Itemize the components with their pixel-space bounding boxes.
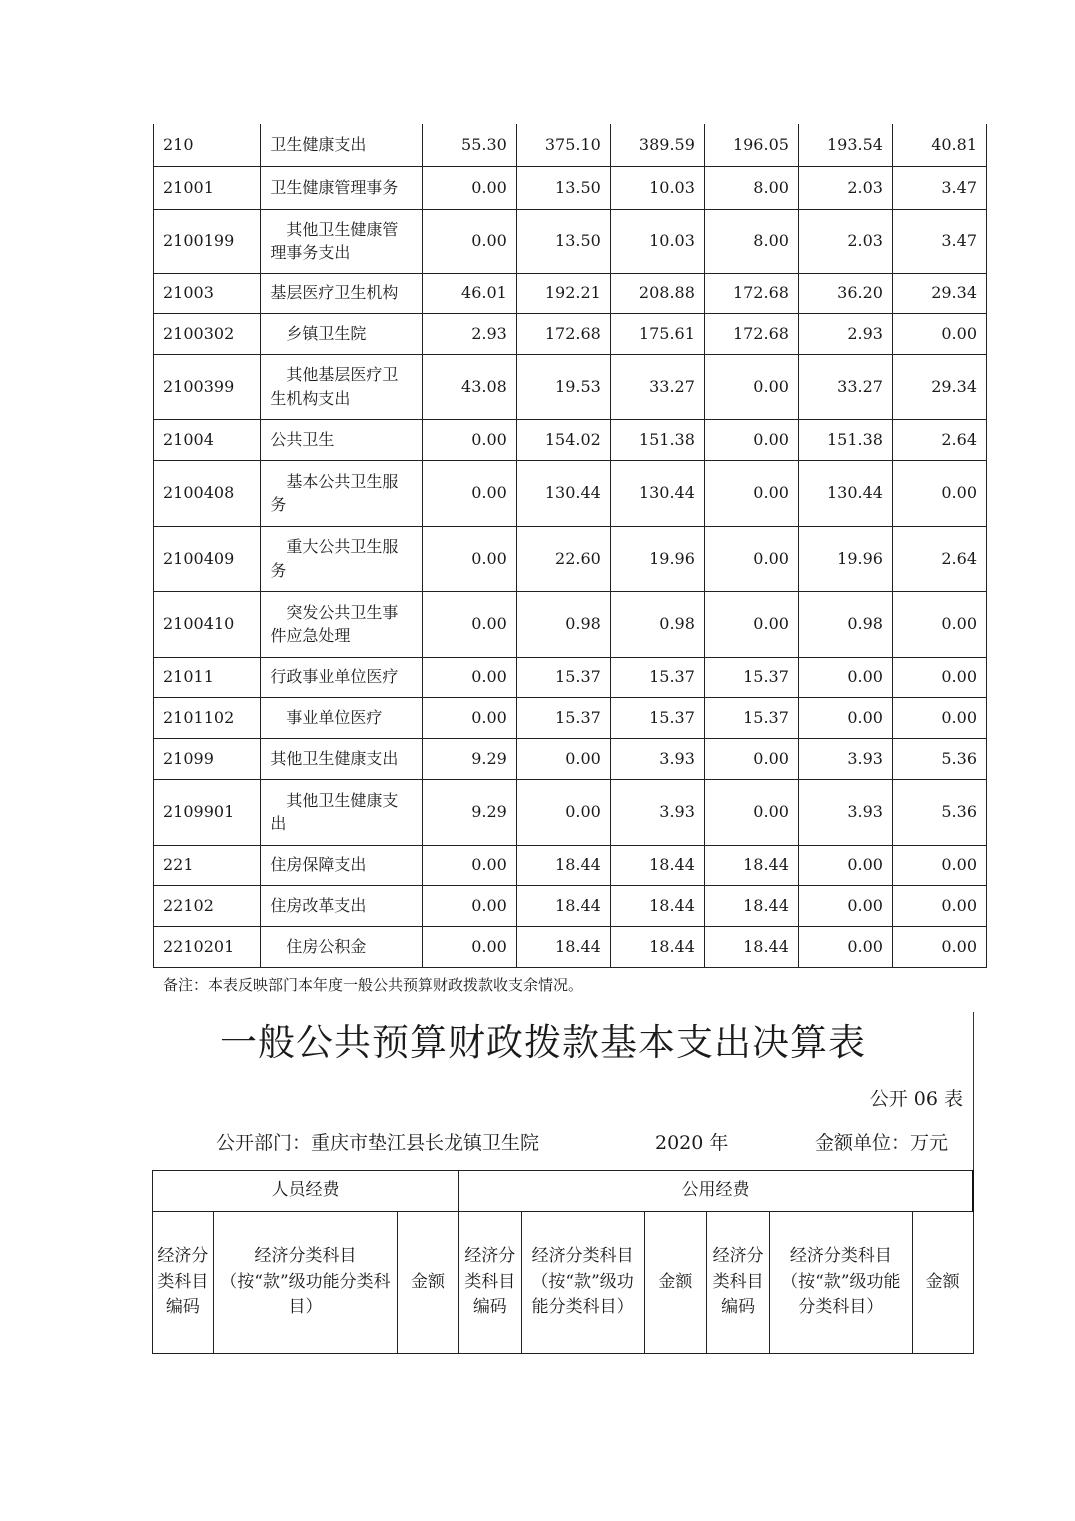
year-label: 2020 年	[655, 1132, 729, 1154]
amount-cell: 0.00	[892, 313, 986, 354]
amount-cell: 19.96	[798, 526, 892, 591]
subject-name-cell: 其他卫生健康支出	[261, 738, 422, 779]
subject-name-cell: 突发公共卫生事件应急处理	[261, 591, 422, 657]
subject-code-cell: 21001	[154, 166, 261, 209]
amount-cell: 2.93	[422, 313, 516, 354]
amount-cell: 18.44	[704, 926, 798, 967]
amount-cell: 0.00	[704, 419, 798, 460]
table-row	[154, 209, 987, 273]
amount-cell: 0.00	[798, 697, 892, 738]
amount-cell: 2.64	[892, 419, 986, 460]
amount-cell: 29.34	[892, 273, 986, 313]
subject-name-cell: 行政事业单位医疗	[261, 657, 422, 697]
amount-cell: 13.50	[516, 166, 610, 209]
amount-cell: 2.03	[798, 209, 892, 273]
amount-cell: 19.96	[610, 526, 704, 591]
amount-cell: 175.61	[610, 313, 704, 354]
amount-cell: 3.93	[610, 738, 704, 779]
subject-code-cell: 2100410	[154, 591, 261, 657]
amount-cell: 18.44	[516, 885, 610, 926]
amount-cell: 130.44	[610, 460, 704, 526]
subject-code-cell: 2109901	[154, 779, 261, 845]
amount-cell: 18.44	[516, 926, 610, 967]
amount-cell: 0.00	[422, 209, 516, 273]
amount-cell: 0.00	[798, 845, 892, 885]
amount-cell: 13.50	[516, 209, 610, 273]
amount-cell: 5.36	[892, 738, 986, 779]
table-row	[154, 166, 987, 209]
amount-cell: 0.00	[422, 526, 516, 591]
amount-cell: 8.00	[704, 209, 798, 273]
subject-code-cell: 21003	[154, 273, 261, 313]
amount-cell: 0.00	[516, 738, 610, 779]
column-header-name: 经济分类科目（按“款”级功能分类科目）	[770, 1212, 913, 1354]
table-row	[154, 885, 987, 926]
amount-cell: 208.88	[610, 273, 704, 313]
table-row	[154, 926, 987, 967]
unit-label: 金额单位：万元	[815, 1132, 949, 1154]
subject-code-cell: 22102	[154, 885, 261, 926]
subject-name-cell: 其他基层医疗卫生机构支出	[261, 354, 422, 419]
subject-code-cell: 2101102	[154, 697, 261, 738]
amount-cell: 8.00	[704, 166, 798, 209]
amount-cell: 46.01	[422, 273, 516, 313]
amount-cell: 19.53	[516, 354, 610, 419]
group-header-public: 公用经费	[458, 1171, 973, 1212]
page-title: 一般公共预算财政拨款基本支出决算表	[220, 1021, 866, 1064]
department-label: 公开部门：重庆市垫江县长龙镇卫生院	[216, 1132, 540, 1154]
amount-cell: 0.00	[422, 419, 516, 460]
table-row	[154, 657, 987, 697]
amount-cell: 5.36	[892, 779, 986, 845]
amount-cell: 0.00	[892, 657, 986, 697]
amount-cell: 0.00	[892, 885, 986, 926]
table-note: 备注：本表反映部门本年度一般公共预算财政拨款收支余情况。	[163, 976, 584, 994]
amount-cell: 29.34	[892, 354, 986, 419]
amount-cell: 0.00	[798, 657, 892, 697]
subject-code-cell: 2100302	[154, 313, 261, 354]
subject-name-cell: 公共卫生	[261, 419, 422, 460]
amount-cell: 0.00	[892, 460, 986, 526]
amount-cell: 154.02	[516, 419, 610, 460]
column-header-name: 经济分类科目（按“款”级功能分类科目）	[213, 1212, 397, 1354]
amount-cell: 172.68	[516, 313, 610, 354]
amount-cell: 33.27	[610, 354, 704, 419]
amount-cell: 196.05	[704, 124, 798, 166]
subject-code-cell: 21011	[154, 657, 261, 697]
amount-cell: 10.03	[610, 209, 704, 273]
column-header-name: 经济分类科目（按“款”级功能分类科目）	[521, 1212, 644, 1354]
subject-name-cell: 基本公共卫生服务	[261, 460, 422, 526]
subject-code-cell: 2100409	[154, 526, 261, 591]
subject-code-cell: 2100199	[154, 209, 261, 273]
table-row	[154, 124, 987, 166]
table-row	[154, 354, 987, 419]
table-row	[154, 460, 987, 526]
amount-cell: 0.00	[892, 845, 986, 885]
amount-cell: 0.00	[422, 845, 516, 885]
subject-name-cell: 其他卫生健康管理事务支出	[261, 209, 422, 273]
amount-cell: 3.93	[798, 779, 892, 845]
amount-cell: 0.00	[422, 697, 516, 738]
subject-name-cell: 卫生健康管理事务	[261, 166, 422, 209]
amount-cell: 36.20	[798, 273, 892, 313]
amount-cell: 0.00	[798, 926, 892, 967]
subject-code-cell: 21004	[154, 419, 261, 460]
subject-code-cell: 210	[154, 124, 261, 166]
subject-name-cell: 乡镇卫生院	[261, 313, 422, 354]
amount-cell: 3.47	[892, 209, 986, 273]
column-header-code: 经济分类科目编码	[707, 1212, 770, 1354]
column-header-amount: 金额	[912, 1212, 973, 1354]
amount-cell: 15.37	[516, 697, 610, 738]
amount-cell: 130.44	[798, 460, 892, 526]
table-row	[154, 419, 987, 460]
amount-cell: 15.37	[610, 657, 704, 697]
amount-cell: 2.93	[798, 313, 892, 354]
amount-cell: 18.44	[704, 845, 798, 885]
amount-cell: 2.64	[892, 526, 986, 591]
amount-cell: 15.37	[610, 697, 704, 738]
subject-name-cell: 住房改革支出	[261, 885, 422, 926]
amount-cell: 0.98	[516, 591, 610, 657]
amount-cell: 2.03	[798, 166, 892, 209]
amount-cell: 151.38	[610, 419, 704, 460]
amount-cell: 0.00	[704, 526, 798, 591]
amount-cell: 172.68	[704, 273, 798, 313]
amount-cell: 0.00	[704, 738, 798, 779]
amount-cell: 0.00	[422, 591, 516, 657]
column-header-amount: 金额	[644, 1212, 707, 1354]
border-line	[973, 1012, 974, 1170]
amount-cell: 18.44	[610, 845, 704, 885]
table-row	[154, 591, 987, 657]
table-row	[154, 313, 987, 354]
amount-cell: 22.60	[516, 526, 610, 591]
amount-cell: 10.03	[610, 166, 704, 209]
subject-name-cell: 住房公积金	[261, 926, 422, 967]
amount-cell: 192.21	[516, 273, 610, 313]
amount-cell: 0.00	[422, 657, 516, 697]
amount-cell: 0.00	[798, 885, 892, 926]
subject-code-cell: 2100408	[154, 460, 261, 526]
table-row	[154, 273, 987, 313]
amount-cell: 0.00	[704, 460, 798, 526]
table-row	[154, 526, 987, 591]
table-number: 公开 06 表	[869, 1088, 963, 1110]
subject-code-cell: 2210201	[154, 926, 261, 967]
amount-cell: 0.00	[892, 697, 986, 738]
subject-name-cell: 其他卫生健康支出	[261, 779, 422, 845]
amount-cell: 9.29	[422, 779, 516, 845]
amount-cell: 0.00	[704, 779, 798, 845]
table-row	[154, 779, 987, 845]
column-header-code: 经济分类科目编码	[458, 1212, 521, 1354]
amount-cell: 151.38	[798, 419, 892, 460]
amount-cell: 18.44	[704, 885, 798, 926]
amount-cell: 0.00	[422, 885, 516, 926]
amount-cell: 193.54	[798, 124, 892, 166]
table-row	[154, 738, 987, 779]
subject-name-cell: 卫生健康支出	[261, 124, 422, 166]
column-header-code: 经济分类科目编码	[153, 1212, 214, 1354]
amount-cell: 3.93	[798, 738, 892, 779]
amount-cell: 130.44	[516, 460, 610, 526]
amount-cell: 0.00	[892, 591, 986, 657]
amount-cell: 0.98	[798, 591, 892, 657]
amount-cell: 55.30	[422, 124, 516, 166]
basic-expenditure-table	[152, 1170, 974, 1354]
amount-cell: 172.68	[704, 313, 798, 354]
amount-cell: 18.44	[610, 885, 704, 926]
amount-cell: 0.98	[610, 591, 704, 657]
subject-code-cell: 221	[154, 845, 261, 885]
amount-cell: 9.29	[422, 738, 516, 779]
amount-cell: 0.00	[422, 926, 516, 967]
amount-cell: 0.00	[704, 354, 798, 419]
subject-name-cell: 重大公共卫生服务	[261, 526, 422, 591]
amount-cell: 18.44	[516, 845, 610, 885]
table-row	[154, 697, 987, 738]
subject-code-cell: 21099	[154, 738, 261, 779]
amount-cell: 15.37	[704, 657, 798, 697]
amount-cell: 15.37	[704, 697, 798, 738]
amount-cell: 0.00	[704, 591, 798, 657]
amount-cell: 0.00	[892, 926, 986, 967]
amount-cell: 375.10	[516, 124, 610, 166]
amount-cell: 389.59	[610, 124, 704, 166]
group-header-personnel: 人员经费	[153, 1171, 459, 1212]
amount-cell: 3.93	[610, 779, 704, 845]
amount-cell: 33.27	[798, 354, 892, 419]
subject-name-cell: 住房保障支出	[261, 845, 422, 885]
amount-cell: 40.81	[892, 124, 986, 166]
expenditure-table	[153, 124, 987, 968]
amount-cell: 43.08	[422, 354, 516, 419]
amount-cell: 0.00	[516, 779, 610, 845]
amount-cell: 0.00	[422, 460, 516, 526]
table-row	[154, 845, 987, 885]
amount-cell: 18.44	[610, 926, 704, 967]
amount-cell: 0.00	[422, 166, 516, 209]
subject-code-cell: 2100399	[154, 354, 261, 419]
subject-name-cell: 基层医疗卫生机构	[261, 273, 422, 313]
subject-name-cell: 事业单位医疗	[261, 697, 422, 738]
amount-cell: 3.47	[892, 166, 986, 209]
amount-cell: 15.37	[516, 657, 610, 697]
column-header-amount: 金额	[398, 1212, 459, 1354]
